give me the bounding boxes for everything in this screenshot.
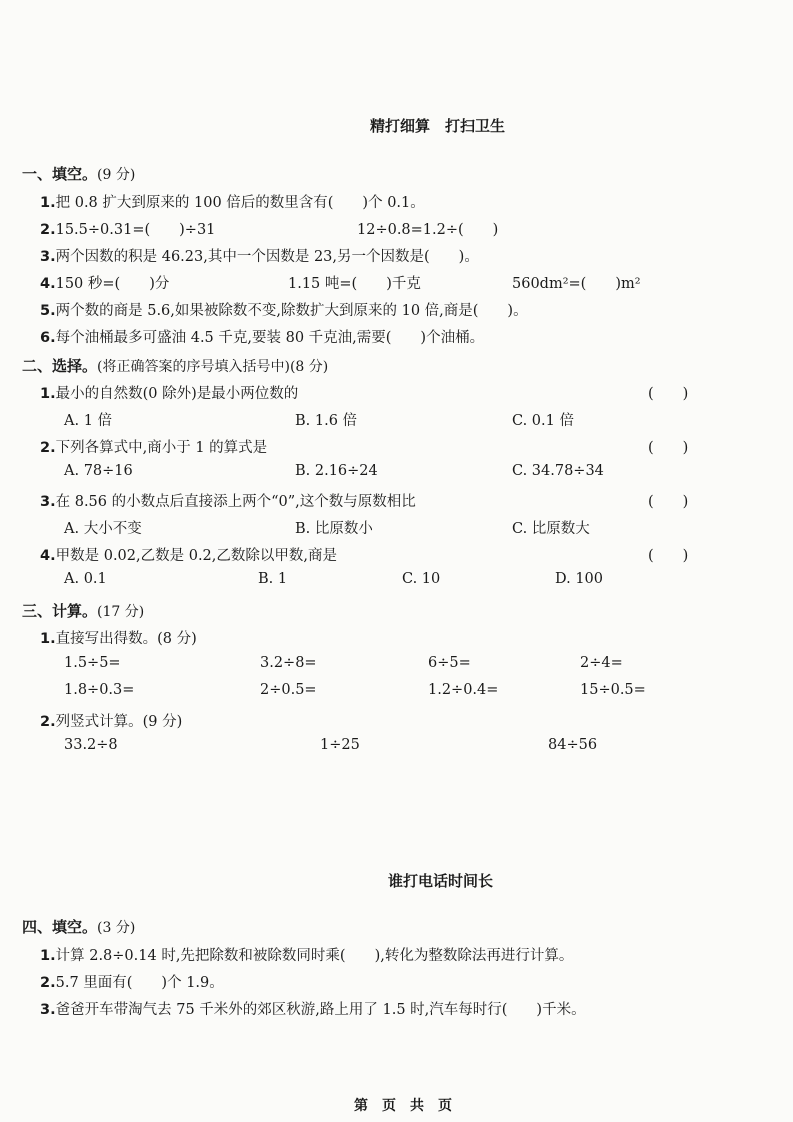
s4-q2-text: 5.7 里面有( )个 1.9。 (55, 975, 224, 991)
s3-sub1 (40, 627, 197, 648)
s3-sub1-num: 1. (40, 631, 56, 647)
s4-q2 (40, 971, 224, 992)
s1-q5-num: 5. (40, 303, 56, 319)
s2-q4-text: 甲数是 0.02,乙数是 0.2,乙数除以甲数,商是 (55, 548, 337, 564)
s4-q3-text: 爸爸开车带淘气去 75 千米外的郊区秋游,路上用了 1.5 时,汽车每时行( )千米。 (55, 1002, 586, 1018)
s2-q2-answer-paren: ( ) (648, 440, 689, 456)
s3-sub2-text: 列竖式计算。(9 分) (55, 714, 183, 730)
s2-q4-opt-d: D. 100 (555, 571, 604, 587)
section2-heading-text: 二、选择。 (22, 357, 98, 375)
s1-q4 (40, 272, 169, 293)
section2-note: (将正确答案的序号填入括号中)(8 分) (97, 359, 329, 375)
page-footer: 第 页 共 页 (354, 1098, 452, 1114)
s2-q1-opt-c: C. 0.1 倍 (512, 413, 574, 429)
section3-heading-text: 三、计算。 (22, 602, 98, 620)
s2-q4-answer-paren: ( ) (648, 548, 689, 564)
s2-q2 (40, 436, 267, 457)
s2-q4-opt-a: A. 0.1 (64, 571, 107, 587)
s3-r1-c3: 6÷5= (428, 655, 471, 671)
s4-q1 (40, 944, 573, 965)
s2-q1-answer-paren: ( ) (648, 386, 689, 402)
section2-heading (22, 355, 328, 376)
s3-r1-c2: 3.2÷8= (260, 655, 317, 671)
s2-q2-text: 下列各算式中,商小于 1 的算式是 (55, 440, 268, 456)
s2-q3-opt-b: B. 比原数小 (295, 521, 373, 537)
s2-q3-opt-c: C. 比原数大 (512, 521, 590, 537)
s3-r2-c2: 2÷0.5= (260, 682, 317, 698)
s2-q3-opt-a: A. 大小不变 (64, 521, 142, 537)
s3-r2-c3: 1.2÷0.4= (428, 682, 499, 698)
section4-heading-text: 四、填空。 (22, 918, 98, 936)
s1-q3 (40, 245, 479, 266)
s1-q3-num: 3. (40, 249, 56, 265)
s1-q4-part3: 560dm²=( )m² (512, 276, 641, 292)
s2-q2-num: 2. (40, 440, 56, 456)
section3-heading (22, 600, 144, 621)
s2-q3-text: 在 8.56 的小数点后直接添上两个“0”,这个数与原数相比 (55, 494, 416, 510)
s3-sub2 (40, 710, 182, 731)
s2-q2-opt-c: C. 34.78÷34 (512, 463, 604, 479)
s2-q1-num: 1. (40, 386, 56, 402)
s1-q1-num: 1. (40, 195, 56, 211)
s1-q2-part2: 12÷0.8=1.2÷( ) (357, 222, 499, 238)
s3-r1-c1: 1.5÷5= (64, 655, 121, 671)
s1-q4-num: 4. (40, 276, 56, 292)
s4-q3 (40, 998, 586, 1019)
s2-q2-opt-a: A. 78÷16 (64, 463, 133, 479)
s2-q4-opt-b: B. 1 (258, 571, 288, 587)
s2-q4-opt-c: C. 10 (402, 571, 441, 587)
s1-q3-text: 两个因数的积是 46.23,其中一个因数是 23,另一个因数是( )。 (55, 249, 479, 265)
s1-q2-text: 15.5÷0.31=( )÷31 (55, 222, 216, 238)
s1-q2 (40, 218, 215, 239)
section1-heading (22, 163, 135, 184)
s3-vert-3: 84÷56 (548, 737, 598, 753)
s3-vert-2: 1÷25 (320, 737, 360, 753)
section4-heading (22, 916, 135, 937)
s1-q1-text: 把 0.8 扩大到原来的 100 倍后的数里含有( )个 0.1。 (55, 195, 425, 211)
s2-q2-opt-b: B. 2.16÷24 (295, 463, 378, 479)
s3-r2-c1: 1.8÷0.3= (64, 682, 135, 698)
page-title-top: 精打细算 打扫卫生 (370, 117, 506, 135)
section1-heading-text: 一、填空。 (22, 165, 98, 183)
s2-q4 (40, 544, 337, 565)
s2-q3-answer-paren: ( ) (648, 494, 689, 510)
s4-q2-num: 2. (40, 975, 56, 991)
section4-score: (3 分) (97, 920, 136, 936)
s2-q3-num: 3. (40, 494, 56, 510)
s1-q5-text: 两个数的商是 5.6,如果被除数不变,除数扩大到原来的 10 倍,商是( )。 (55, 303, 528, 319)
section1-score: (9 分) (97, 167, 136, 183)
s3-r2-c4: 15÷0.5= (580, 682, 646, 698)
section3-score: (17 分) (97, 604, 145, 620)
s1-q6-num: 6. (40, 330, 56, 346)
s2-q1-opt-a: A. 1 倍 (64, 413, 113, 429)
s2-q1 (40, 382, 298, 403)
s3-sub1-text: 直接写出得数。(8 分) (55, 631, 197, 647)
s1-q4-text: 150 秒=( )分 (55, 276, 170, 292)
s3-r1-c4: 2÷4= (580, 655, 623, 671)
s4-q3-num: 3. (40, 1002, 56, 1018)
s1-q1 (40, 191, 425, 212)
s1-q6 (40, 326, 484, 347)
page-title-bottom: 谁打电话时间长 (388, 872, 494, 890)
s1-q6-text: 每个油桶最多可盛油 4.5 千克,要装 80 千克油,需要( )个油桶。 (55, 330, 485, 346)
s4-q1-text: 计算 2.8÷0.14 时,先把除数和被除数同时乘( ),转化为整数除法再进行计算。 (55, 948, 574, 964)
s2-q1-opt-b: B. 1.6 倍 (295, 413, 358, 429)
s1-q2-num: 2. (40, 222, 56, 238)
s2-q4-num: 4. (40, 548, 56, 564)
s2-q1-text: 最小的自然数(0 除外)是最小两位数的 (55, 386, 299, 402)
s3-vert-1: 33.2÷8 (64, 737, 118, 753)
s2-q3 (40, 490, 416, 511)
s1-q4-part2: 1.15 吨=( )千克 (288, 276, 421, 292)
s3-sub2-num: 2. (40, 714, 56, 730)
s1-q5 (40, 299, 528, 320)
s4-q1-num: 1. (40, 948, 56, 964)
